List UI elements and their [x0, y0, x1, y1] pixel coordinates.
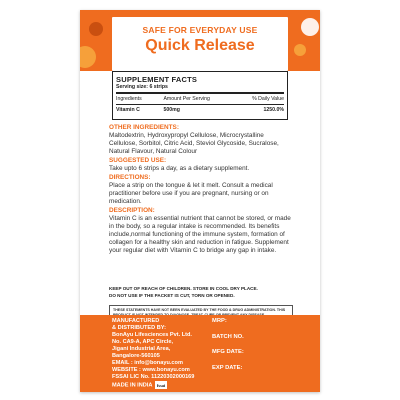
- label-header: [80, 10, 320, 71]
- directions-text: Place a strip on the tongue & let it melt. Consult a medical practitioner before use if you are pregnant, nursing or on medication.: [109, 182, 273, 205]
- batch-fields: [212, 318, 290, 380]
- decorative-circle: [89, 22, 103, 36]
- website-line: WEBSITE : www.bonayu.com: [112, 367, 190, 373]
- label-footer: [80, 315, 320, 392]
- made-in-line: [112, 381, 210, 389]
- facts-cell: 1250.0%: [263, 107, 284, 113]
- facts-cell: 500mg: [163, 107, 180, 113]
- exp-date-field: EXP DATE:: [212, 364, 243, 371]
- supplement-facts-panel: [112, 71, 288, 120]
- manufacturer-line: No. CA9-A, APC Circle,: [112, 339, 174, 345]
- product-title: Quick Release: [145, 37, 255, 54]
- fda-disclaimer: THESE STATEMENTS HAVE NOT BEEN EVALUATED BY THE FOOD & DRUG ADMINISTRATION. THIS: [109, 305, 293, 321]
- tagline: SAFE FOR EVERYDAY USE: [142, 25, 258, 35]
- storage-warning: KEEP OUT OF REACH OF CHILDREN. STORE IN COOL DRY PLACE.: [109, 286, 258, 291]
- email-line: EMAIL : info@bonayu.com: [112, 360, 183, 366]
- manufacturer-line: & DISTRIBUTED BY:: [112, 325, 166, 331]
- manufacturer-line: Bangalore-560105: [112, 353, 160, 359]
- ingredients-text: Maltodextrin, Hydroxypropyl Cellulose, Microcrystalline Cellulose, Sorbitol, Citric Acid, Steviol Glycoside, Sucralose, Natural Flavour, Natural Colour: [109, 132, 279, 155]
- serving-size: Serving size: 6 strips: [116, 84, 284, 94]
- decorative-circle: [301, 18, 319, 36]
- manufacturer-line: MANUFACTURED: [112, 318, 160, 324]
- facts-cell: Vitamin C: [116, 107, 140, 113]
- ingredients-heading: OTHER INGREDIENTS:: [109, 124, 179, 131]
- label-text: [109, 123, 293, 255]
- facts-column-header: Ingredients: [116, 96, 142, 102]
- description-text: Vitamin C is an essential nutrient that cannot be stored, or made in the body, so a regular intake is recommended. Its benefits include,normal functioning of the immune system, formation of collagen for a healthy skin and reduction in fatigue. Supplement your regular diet with Vitamin C to bridge any gap in intake.: [109, 215, 291, 254]
- decorative-circle: [80, 46, 96, 68]
- facts-title: SUPPLEMENT FACTS: [116, 75, 198, 84]
- facts-column-header: % Daily Value: [252, 96, 284, 102]
- batch-number-field: BATCH NO.: [212, 333, 244, 340]
- facts-header-row: [116, 94, 284, 105]
- packet-warning: DO NOT USE IF THE PACKET IS CUT, TORN OR OPENED.: [109, 293, 235, 299]
- decorative-circle: [294, 44, 306, 56]
- suggested-use-heading: SUGGESTED USE:: [109, 157, 167, 164]
- made-in-india: MADE IN INDIA: [112, 382, 153, 389]
- fssai-license: FSSAI LIC No. 11220302000169: [112, 374, 195, 380]
- product-label: [80, 10, 320, 392]
- suggested-use-text: Take upto 6 strips a day, as a dietary supplement.: [109, 165, 250, 172]
- facts-column-header: Amount Per Serving: [163, 96, 210, 102]
- directions-heading: DIRECTIONS:: [109, 174, 151, 181]
- mfg-date-field: MFG DATE:: [212, 349, 244, 355]
- fssai-logo: fssai: [156, 382, 166, 388]
- description-heading: DESCRIPTION:: [109, 207, 155, 214]
- manufacturer-info: [112, 318, 210, 389]
- mrp-field: MRP:: [212, 318, 227, 324]
- facts-row: [116, 105, 284, 115]
- manufacturer-line: Jigani Industrial Area,: [112, 346, 171, 352]
- manufacturer-line: BonAyu Lifesciences Pvt. Ltd.: [112, 332, 192, 338]
